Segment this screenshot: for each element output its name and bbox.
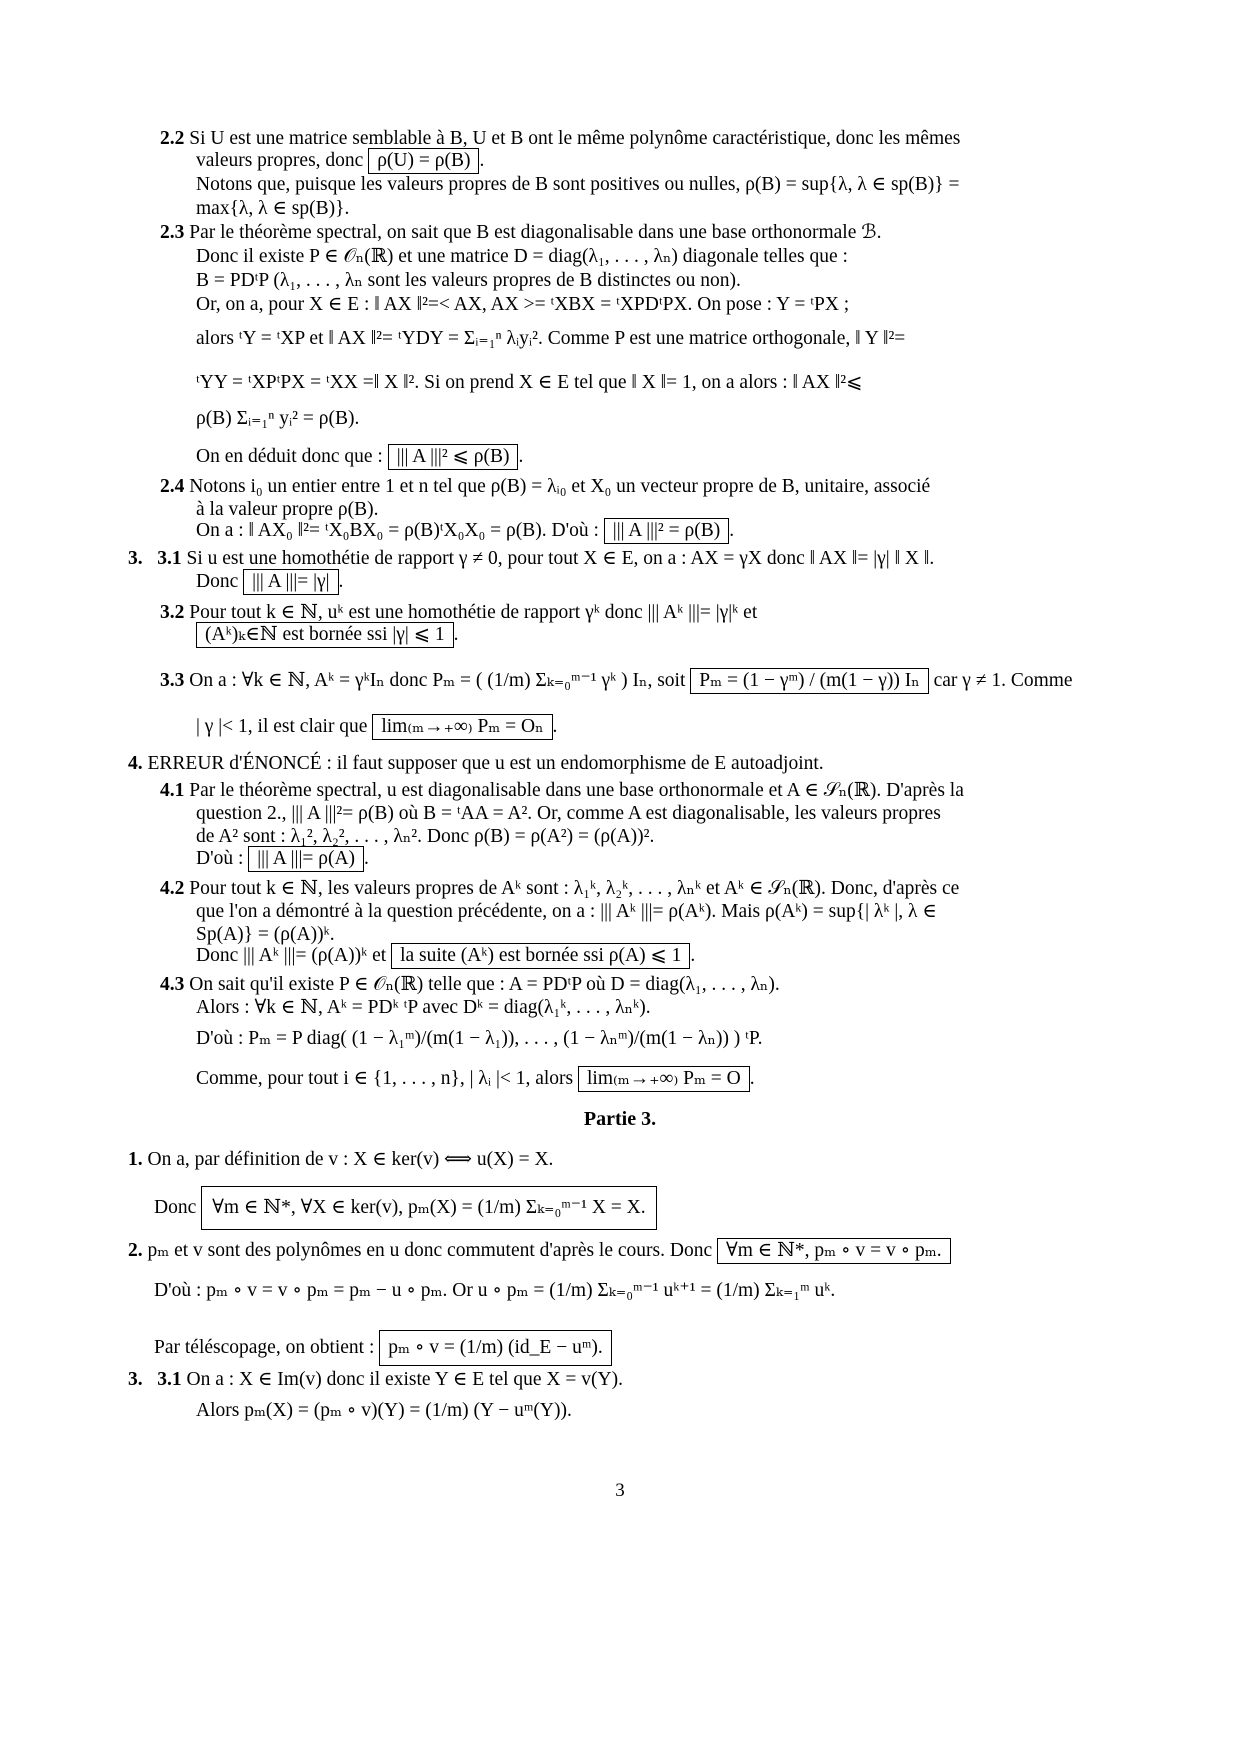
result-box: lim₍ₘ→₊∞₎ Pₘ = O [578,1066,750,1092]
line: alors ᵗY = ᵗXP et ‖ AX ‖²= ᵗYDY = Σᵢ₌₁ⁿ λᵢyᵢ². Comme P est une matrice orthogonale, ‖ Y ‖²= [196,328,906,349]
line: 3.3 On a : ∀k ∈ ℕ, Aᵏ = γᵏIₙ donc Pₘ = ( (1/m) Σₖ₌₀ᵐ⁻¹ γᵏ ) Iₙ, soit Pₘ = (1 − γᵐ) / (m(1 − γ)) Iₙ car γ ≠ 1. Comme [160,668,1073,694]
line: (Aᵏ)ₖ∈ℕ est bornée ssi |γ| ⩽ 1 . [196,622,459,648]
line: valeurs propres, donc ρ(U) = ρ(B) . [196,148,484,174]
line: D'où : Pₘ = P diag( (1 − λ₁ᵐ)/(m(1 − λ₁)), . . . , (1 − λₙᵐ)/(m(1 − λₙ)) ) ᵗP. [196,1028,763,1049]
result-box: pₘ ∘ v = (1/m) (id_E − uᵐ). [379,1330,611,1366]
line: Or, on a, pour X ∈ E : ‖ AX ‖²=< AX, AX >= ᵗXBX = ᵗXPDᵗPX. On pose : Y = ᵗPX ; [196,294,850,315]
line: D'où : ||| A |||= ρ(A) . [196,846,369,872]
line: à la valeur propre ρ(B). [196,499,379,520]
result-box: ρ(U) = ρ(B) [368,148,479,174]
line: | γ |< 1, il est clair que lim₍ₘ→₊∞₎ Pₘ = Oₙ . [196,714,557,740]
line: ᵗYY = ᵗXPᵗPX = ᵗXX =‖ X ‖². Si on prend X ∈ E tel que ‖ X ‖= 1, on a alors : ‖ AX ‖²⩽ [196,372,863,393]
line: Sp(A)} = (ρ(A))ᵏ. [196,924,335,945]
result-box: ||| A |||² = ρ(B) [604,518,729,544]
line: Par téléscopage, on obtient : pₘ ∘ v = (1/m) (id_E − uᵐ). [154,1330,612,1366]
line: Notons que, puisque les valeurs propres de B sont positives ou nulles, ρ(B) = sup{λ, λ ∈ sp(B)} = [196,174,960,195]
line: 4.2 Pour tout k ∈ ℕ, les valeurs propres de Aᵏ sont : λ₁ᵏ, λ₂ᵏ, . . . , λₙᵏ et Aᵏ ∈ 𝒮ₙ(ℝ). Donc, d'après ce [160,878,960,899]
line: ρ(B) Σᵢ₌₁ⁿ yᵢ² = ρ(B). [196,408,360,429]
line: Donc ||| A |||= |γ| . [196,569,343,595]
line: Donc ∀m ∈ ℕ*, ∀X ∈ ker(v), pₘ(X) = (1/m) Σₖ₌₀ᵐ⁻¹ X = X. [154,1186,657,1230]
result-box: ||| A |||² ⩽ ρ(B) [388,444,519,470]
line: 2.4 Notons i₀ un entier entre 1 et n tel que ρ(B) = λᵢ₀ et X₀ un vecteur propre de B, unitaire, associé [160,476,931,497]
line: de A² sont : λ₁², λ₂², . . . , λₙ². Donc ρ(B) = ρ(A²) = (ρ(A))². [196,826,655,847]
line: Donc il existe P ∈ 𝒪ₙ(ℝ) et une matrice D = diag(λ₁, . . . , λₙ) diagonale telles que : [196,246,848,267]
result-box: (Aᵏ)ₖ∈ℕ est bornée ssi |γ| ⩽ 1 [196,622,454,648]
line: On en déduit donc que : ||| A |||² ⩽ ρ(B) . [196,444,523,470]
result-box: lim₍ₘ→₊∞₎ Pₘ = Oₙ [372,714,552,740]
line: 4.3 On sait qu'il existe P ∈ 𝒪ₙ(ℝ) telle que : A = PDᵗP où D = diag(λ₁, . . . , λₙ). [160,974,780,995]
result-box: ||| A |||= |γ| [243,569,338,595]
line: Comme, pour tout i ∈ {1, . . . , n}, | λᵢ |< 1, alors lim₍ₘ→₊∞₎ Pₘ = O . [196,1066,755,1092]
line: 3. 3.1 Si u est une homothétie de rapport γ ≠ 0, pour tout X ∈ E, on a : AX = γX donc ‖ AX ‖= |γ| ‖ X ‖. [128,548,935,569]
result-box: ∀m ∈ ℕ*, ∀X ∈ ker(v), pₘ(X) = (1/m) Σₖ₌₀ᵐ⁻¹ X = X. [201,1186,656,1230]
line: Donc ||| Aᵏ |||= (ρ(A))ᵏ et la suite (Aᵏ) est bornée ssi ρ(A) ⩽ 1 . [196,943,695,969]
line: 4. ERREUR d'ÉNONCÉ : il faut supposer que u est un endomorphisme de E autoadjoint. [128,753,824,774]
line: que l'on a démontré à la question précédente, on a : ||| Aᵏ |||= ρ(Aᵏ). Mais ρ(Aᵏ) = sup{| λᵏ |, λ ∈ [196,901,937,922]
result-box: Pₘ = (1 − γᵐ) / (m(1 − γ)) Iₙ [690,668,928,694]
result-box: ∀m ∈ ℕ*, pₘ ∘ v = v ∘ pₘ. [717,1238,951,1264]
line: D'où : pₘ ∘ v = v ∘ pₘ = pₘ − u ∘ pₘ. Or u ∘ pₘ = (1/m) Σₖ₌₀ᵐ⁻¹ uᵏ⁺¹ = (1/m) Σₖ₌₁ᵐ uᵏ. [154,1280,836,1301]
line: 3. 3.1 On a : X ∈ Im(v) donc il existe Y ∈ E tel que X = v(Y). [128,1369,623,1390]
result-box: ||| A |||= ρ(A) [248,846,364,872]
line: 2.3 Par le théorème spectral, on sait que B est diagonalisable dans une base orthonormale ℬ. [160,222,882,243]
line: 3.2 Pour tout k ∈ ℕ, uᵏ est une homothétie de rapport γᵏ donc ||| Aᵏ |||= |γ|ᵏ et [160,602,758,623]
line: max{λ, λ ∈ sp(B)}. [196,198,350,219]
line: 2. pₘ et v sont des polynômes en u donc commutent d'après le cours. Donc ∀m ∈ ℕ*, pₘ ∘ v = v ∘ pₘ. [128,1238,951,1264]
line: 1. On a, par définition de v : X ∈ ker(v) ⟺ u(X) = X. [128,1149,554,1170]
result-box: la suite (Aᵏ) est bornée ssi ρ(A) ⩽ 1 [391,943,690,969]
line: On a : ‖ AX₀ ‖²= ᵗX₀BX₀ = ρ(B)ᵗX₀X₀ = ρ(B). D'où : ||| A |||² = ρ(B) . [196,518,734,544]
line: 4.1 Par le théorème spectral, u est diagonalisable dans une base orthonormale et A ∈ 𝒮ₙ(ℝ). D'après la [160,780,964,801]
line: 2.2 Si U est une matrice semblable à B, U et B ont le même polynôme caractéristique, donc les mêmes [160,128,961,149]
line: Alors : ∀k ∈ ℕ, Aᵏ = PDᵏ ᵗP avec Dᵏ = diag(λ₁ᵏ, . . . , λₙᵏ). [196,997,651,1018]
line: question 2., ||| A |||²= ρ(B) où B = ᵗAA = A². Or, comme A est diagonalisable, les valeurs propres [196,803,941,824]
section-title: Partie 3. [583,1108,657,1130]
line: Alors pₘ(X) = (pₘ ∘ v)(Y) = (1/m) (Y − uᵐ(Y)). [196,1400,572,1421]
line: B = PDᵗP (λ₁, . . . , λₙ sont les valeurs propres de B distinctes ou non). [196,270,741,291]
page-number: 3 [615,1480,625,1501]
